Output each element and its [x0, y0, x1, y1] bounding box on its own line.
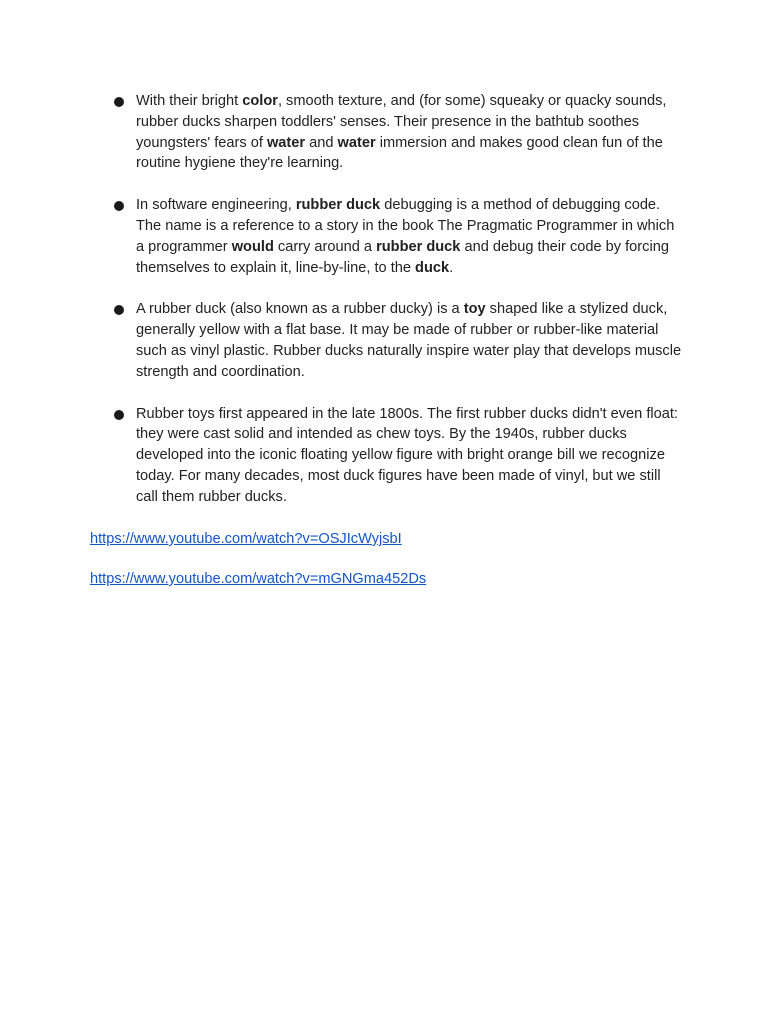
- text-run: shaped like a stylized duck, generally yellow with a flat base. It may be made of rubber or rubber-like material such as vinyl plastic. Rubber ducks naturally inspire water play that develops muscle strength and coordination.: [136, 301, 682, 380]
- bold-text: toy: [463, 301, 486, 318]
- youtube-link-2[interactable]: https://www.youtube.com/watch?v=mGNGma452Ds: [90, 571, 427, 587]
- text-run: In software engineering,: [136, 197, 296, 214]
- bullet-item: [112, 404, 682, 508]
- text-run: immersion and makes good clean fun of the routine hygiene they're learning.: [136, 134, 663, 172]
- text-run: Rubber toys first appeared in the late 1800s. The first rubber ducks didn't even float: they were cast solid and intended as chew toys. By the 1940s, rubber ducks developed into the iconic floating yellow figure with bright orange bill we recognize today. For many decades, most duck figures have been made of vinyl, but we still call them rubber ducks.: [136, 405, 678, 505]
- bullet-list: [112, 91, 682, 529]
- bold-text: duck: [415, 259, 450, 276]
- bold-text: rubber duck: [295, 197, 381, 214]
- bullet-text: [136, 301, 681, 379]
- text-run: and debug their code by forcing themselves to explain it, line-by-line, to the: [136, 238, 669, 276]
- text-run: .: [449, 259, 454, 276]
- text-run: and: [305, 134, 338, 151]
- bold-text: rubber duck: [376, 238, 461, 255]
- bullet-dot-icon: [114, 305, 124, 315]
- bullet-text: [136, 93, 666, 171]
- bullet-item: [112, 195, 682, 278]
- text-run: With their bright: [136, 93, 243, 109]
- bold-text: color: [242, 93, 278, 109]
- text-run: debugging is a method of debugging code. The name is a reference to a story in the book The Pragmatic Programmer in which a programmer: [136, 197, 675, 255]
- bold-text: water: [337, 134, 376, 151]
- text-run: A rubber duck (also known as a rubber ducky) is a: [136, 301, 464, 318]
- bullet-dot-icon: [114, 97, 124, 107]
- bullet-text: [136, 406, 678, 505]
- youtube-link-1[interactable]: https://www.youtube.com/watch?v=OSJIcWyjsbI: [90, 531, 402, 547]
- text-run: carry around a: [273, 238, 377, 255]
- bullet-text: [136, 197, 674, 275]
- bullet-dot-icon: [114, 201, 124, 211]
- bold-text: water: [266, 134, 306, 151]
- bullet-dot-icon: [114, 410, 124, 420]
- bold-text: would: [231, 238, 274, 255]
- text-run: , smooth texture, and (for some) squeaky or quacky sounds, rubber ducks sharpen toddlers' senses. Their presence in the bathtub soothes youngsters' fears of: [136, 93, 667, 151]
- bullet-item: [112, 299, 682, 382]
- bullet-item: [112, 91, 682, 174]
